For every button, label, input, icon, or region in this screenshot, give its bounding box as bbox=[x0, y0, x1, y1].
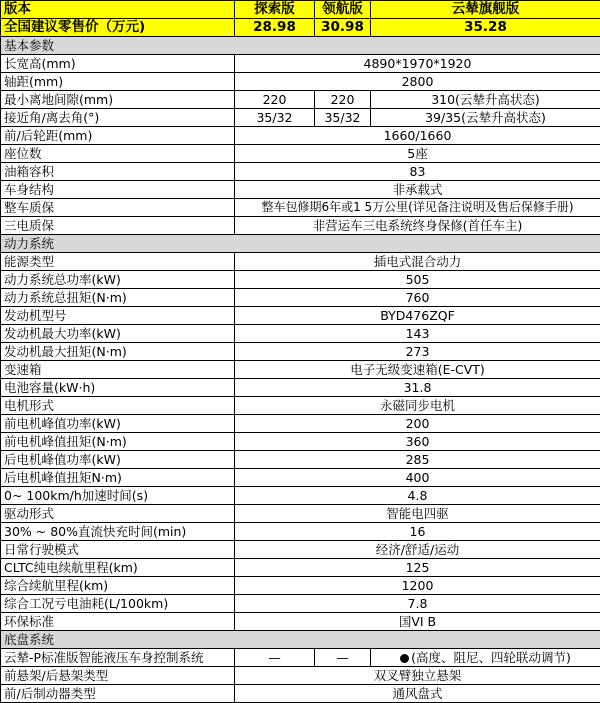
table-row bbox=[1, 649, 600, 667]
row-value: 经济/舒适/运动 bbox=[235, 541, 600, 559]
row-value: 285 bbox=[235, 451, 600, 469]
row-value: 国VI B bbox=[235, 613, 600, 631]
row-label: 发动机最大扭矩(N·m) bbox=[1, 343, 235, 361]
row-value: 760 bbox=[235, 289, 600, 307]
row-label: 变速箱 bbox=[1, 361, 235, 379]
table-row bbox=[1, 325, 600, 343]
row-label: 油箱容积 bbox=[1, 163, 235, 181]
table-row bbox=[1, 253, 600, 271]
row-value: 智能电四驱 bbox=[235, 505, 600, 523]
table-row bbox=[1, 505, 600, 523]
price-flagship: 35.28 bbox=[371, 19, 600, 37]
table-row bbox=[1, 217, 600, 235]
row-label: CLTC纯电续航里程(km) bbox=[1, 559, 235, 577]
row-value: 83 bbox=[235, 163, 600, 181]
row-value: 非承载式 bbox=[235, 181, 600, 199]
row-label: 30% ~ 80%直流快充时间(min) bbox=[1, 523, 235, 541]
price-explore: 28.98 bbox=[235, 19, 315, 37]
row-label: 座位数 bbox=[1, 145, 235, 163]
row-value: 永磁同步电机 bbox=[235, 397, 600, 415]
row-label: 电池容量(kW·h) bbox=[1, 379, 235, 397]
row-label: 前悬架/后悬架类型 bbox=[1, 667, 235, 685]
table-row bbox=[1, 451, 600, 469]
table-row bbox=[1, 127, 600, 145]
row-label: 电机形式 bbox=[1, 397, 235, 415]
row-label: 前电机峰值扭矩(N·m) bbox=[1, 433, 235, 451]
table-row bbox=[1, 469, 600, 487]
row-value: 273 bbox=[235, 343, 600, 361]
row-label: 前/后制动器类型 bbox=[1, 685, 235, 703]
row-value: BYD476ZQF bbox=[235, 307, 600, 325]
price-row bbox=[1, 19, 600, 37]
table-row bbox=[1, 685, 600, 703]
row-label: 0~ 100km/h加速时间(s) bbox=[1, 487, 235, 505]
row-label: 综合工况亏电油耗(L/100km) bbox=[1, 595, 235, 613]
row-label: 综合续航里程(km) bbox=[1, 577, 235, 595]
row-label: 日常行驶模式 bbox=[1, 541, 235, 559]
row-value-cell bbox=[371, 649, 600, 667]
row-label: 长宽高(mm) bbox=[1, 55, 235, 73]
table-row bbox=[1, 289, 600, 307]
row-value: 4.8 bbox=[235, 487, 600, 505]
section-basic-title: 基本参数 bbox=[1, 37, 600, 55]
row-value: 360 bbox=[235, 433, 600, 451]
table-row bbox=[1, 91, 600, 109]
table-row bbox=[1, 541, 600, 559]
row-label: 前/后轮距(mm) bbox=[1, 127, 235, 145]
trim-explore: 探索版 bbox=[235, 1, 315, 19]
row-value: 非营运车三电系统终身保修(首任车主) bbox=[235, 217, 600, 235]
section-basic bbox=[1, 37, 600, 55]
row-label: 三电质保 bbox=[1, 217, 235, 235]
row-value: 220 bbox=[315, 91, 371, 109]
table-row bbox=[1, 577, 600, 595]
version-row bbox=[1, 1, 600, 19]
row-value: 7.8 bbox=[235, 595, 600, 613]
row-value: 400 bbox=[235, 469, 600, 487]
row-label: 动力系统总功率(kW) bbox=[1, 271, 235, 289]
row-value: 39/35(云辇升高状态) bbox=[371, 109, 600, 127]
row-value: 220 bbox=[235, 91, 315, 109]
trim-navigator: 领航版 bbox=[315, 1, 371, 19]
row-value: (高度、阻尼、四轮联动调节) bbox=[411, 650, 571, 665]
table-row bbox=[1, 55, 600, 73]
section-chassis bbox=[1, 631, 600, 649]
table-row bbox=[1, 433, 600, 451]
row-label: 后电机峰值扭矩N·m) bbox=[1, 469, 235, 487]
row-value: 35/32 bbox=[315, 109, 371, 127]
row-value: 通风盘式 bbox=[235, 685, 600, 703]
filled-dot-icon bbox=[400, 654, 409, 663]
row-value: — bbox=[235, 649, 315, 667]
price-label: 全国建议零售价（万元) bbox=[1, 19, 235, 37]
section-power bbox=[1, 235, 600, 253]
row-label: 车身结构 bbox=[1, 181, 235, 199]
table-row bbox=[1, 271, 600, 289]
row-label: 前电机峰值功率(kW) bbox=[1, 415, 235, 433]
table-row bbox=[1, 397, 600, 415]
row-label: 环保标准 bbox=[1, 613, 235, 631]
table-row bbox=[1, 109, 600, 127]
row-value: 143 bbox=[235, 325, 600, 343]
row-value: — bbox=[315, 649, 371, 667]
table-row bbox=[1, 199, 600, 217]
row-value: 4890*1970*1920 bbox=[235, 55, 600, 73]
row-label: 轴距(mm) bbox=[1, 73, 235, 91]
row-value: 125 bbox=[235, 559, 600, 577]
row-label: 最小离地间隙(mm) bbox=[1, 91, 235, 109]
row-label: 发动机型号 bbox=[1, 307, 235, 325]
row-value: 整车包修期6年或1 5万公里(详见备注说明及售后保修手册) bbox=[235, 199, 600, 217]
table-row bbox=[1, 163, 600, 181]
table-row bbox=[1, 559, 600, 577]
table-row bbox=[1, 613, 600, 631]
row-label: 接近角/离去角(°) bbox=[1, 109, 235, 127]
row-label: 后电机峰值功率(kW) bbox=[1, 451, 235, 469]
table-row bbox=[1, 415, 600, 433]
row-label: 动力系统总扭矩(N·m) bbox=[1, 289, 235, 307]
row-value: 2800 bbox=[235, 73, 600, 91]
row-value: 505 bbox=[235, 271, 600, 289]
row-label: 整车质保 bbox=[1, 199, 235, 217]
table-row bbox=[1, 667, 600, 685]
table-row bbox=[1, 361, 600, 379]
row-value: 双叉臂独立悬架 bbox=[235, 667, 600, 685]
section-power-title: 动力系统 bbox=[1, 235, 600, 253]
section-chassis-title: 底盘系统 bbox=[1, 631, 600, 649]
table-row bbox=[1, 73, 600, 91]
row-value: 200 bbox=[235, 415, 600, 433]
row-value: 1660/1660 bbox=[235, 127, 600, 145]
table-row bbox=[1, 487, 600, 505]
row-value: 电子无级变速箱(E-CVT) bbox=[235, 361, 600, 379]
row-value: 5座 bbox=[235, 145, 600, 163]
table-row bbox=[1, 307, 600, 325]
row-value: 插电式混合动力 bbox=[235, 253, 600, 271]
table-row bbox=[1, 145, 600, 163]
row-label: 能源类型 bbox=[1, 253, 235, 271]
row-value: 16 bbox=[235, 523, 600, 541]
row-value: 1200 bbox=[235, 577, 600, 595]
row-value: 35/32 bbox=[235, 109, 315, 127]
row-label: 驱动形式 bbox=[1, 505, 235, 523]
table-row bbox=[1, 343, 600, 361]
table-row bbox=[1, 595, 600, 613]
row-label: 云辇-P标准版智能液压车身控制系统 bbox=[1, 649, 235, 667]
row-value: 31.8 bbox=[235, 379, 600, 397]
table-row bbox=[1, 379, 600, 397]
price-navigator: 30.98 bbox=[315, 19, 371, 37]
table-row bbox=[1, 181, 600, 199]
table-row bbox=[1, 523, 600, 541]
row-value: 310(云辇升高状态) bbox=[371, 91, 600, 109]
version-label: 版本 bbox=[1, 1, 235, 19]
trim-flagship: 云辇旗舰版 bbox=[371, 1, 600, 19]
row-label: 发动机最大功率(kW) bbox=[1, 325, 235, 343]
